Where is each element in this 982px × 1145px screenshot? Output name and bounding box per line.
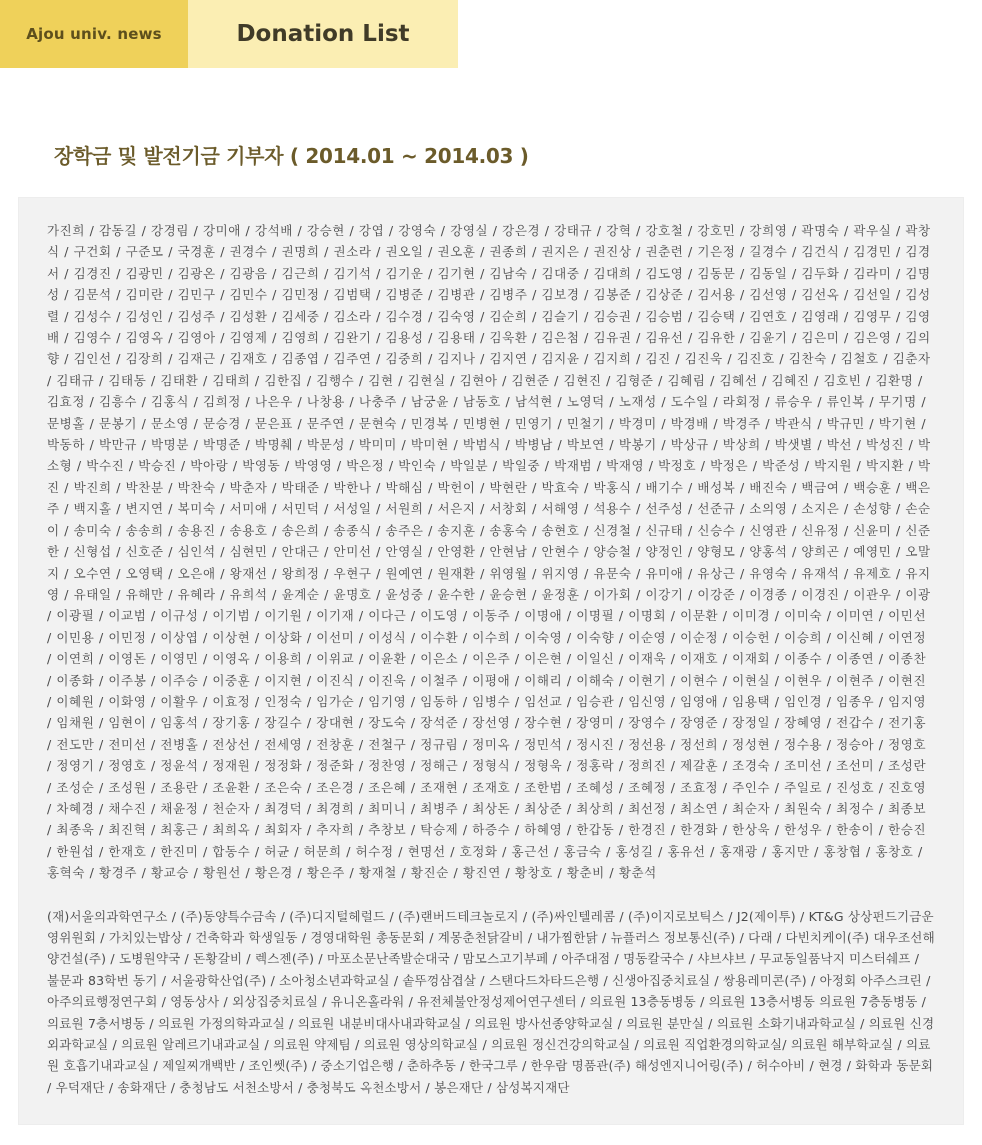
- site-brand[interactable]: Ajou univ. news: [0, 0, 188, 68]
- organization-donor-list: (재)서울의과학연구소 / (주)동양특수금속 / (주)디지털헤럴드 / (주)랜버드테크놀로지 / (주)싸인텔레콤 / (주)이지로보틱스 / J2(제이투) / KT&G 상상펀드기금운영위원회 / 가치있는밥상 / 건축학과 학생일동 / 경영대학원 총동문회 / 계몽춘천닭갈비 / 내가찜한닭 / 뉴플러스 정보통신(주) / 다래 / 다빈치케이(주) 대우조선해양건설(주) / 도병원약국 / 돈황갈비 / 렉스젠(주) / 마포소문난족발순대국 / 맘모스고기부페 / 아주대점 / 명동칼국수 / 샤브샤브 / 무교동일품낙지 미스터쉐프 / 불문과 83학번 동기 / 서울광학산업(주) / 소아청소년과학교실 / 솥뚜껑삼겹살 / 스탠다드차타드은행 / 신생아집중치료실 / 쌍용레미콘(주) / 아정회 아주스크린 / 아주의료행정연구회 / 영동상사 / 외상집중치료실 / 유니온홀라워 / 유전체불안정성제어연구센터 / 의료원 13층동병동 / 의료원 13층서병동 의료원 7층동병동 / 의료원 7층서병동 / 의료원 가정의학과교실 / 의료원 내분비대사내과학교실 / 의료원 방사선종양학교실 / 의료원 분만실 / 의료원 소화기내과학교실 / 의료원 신경외과학교실 / 의료원 알레르기내과교실 / 의료원 약제팀 / 의료원 영상의학교실 / 의료원 정신건강의학교실 / 의료원 직업환경의학교실/ 의료원 해부학교실 / 의료원 호흡기내과교실 / 제일찌개백반 / 조인쎗(주) / 중소기업은행 / 춘하추동 / 한국그루 / 한우람 명품관(주) 해성엔지니어링(주) / 허수아비 / 현경 / 화학과 동문회 / 우덕재단 / 송화재단 / 충청남도 서천소방서 / 충청북도 옥천소방서 / 봉은재단 / 삼성복지재단: [47, 908, 938, 1095]
- page-title-tab[interactable]: Donation List: [188, 0, 458, 68]
- section-title: 장학금 및 발전기금 기부자 ( 2014.01 ~ 2014.03 ): [54, 144, 529, 168]
- page-header: [0, 0, 982, 68]
- individual-donor-list: 가진희 / 감동길 / 강경림 / 강미애 / 강석배 / 강승현 / 강엽 / 강영숙 / 강영실 / 강은경 / 강태규 / 강혁 / 강호철 / 강호민 / 강희영 / 곽명숙 / 곽우실 / 곽창식 / 구건회 / 구준모 / 국경훈 / 권경수 / 권명희 / 권소라 / 권오일 / 권오훈 / 권종희 / 권지은 / 권진상 / 권춘련 / 기은정 / 길경수 / 김건식 / 김경민 / 김경서 / 김경진 / 김광민 / 김광온 / 김광음 / 김근희 / 김기석 / 김기운 / 김기현 / 김남숙 / 김대중 / 김대희 / 김도영 / 김동문 / 김동일 / 김두화 / 김라미 / 김명성 / 김문석 / 김미란 / 김민구 / 김민수 / 김민정 / 김범택 / 김병준 / 김병관 / 김병주 / 김보경 / 김봉준 / 김상준 / 김서용 / 김선영 / 김선옥 / 김선일 / 김성렬 / 김성수 / 김성인 / 김성주 / 김성환 / 김세중 / 김소라 / 김수경 / 김숙영 / 김순희 / 김슬기 / 김승권 / 김승범 / 김승택 / 김연호 / 김영래 / 김영무 / 김영배 / 김영수 / 김영옥 / 김영아 / 김영제 / 김영희 / 김완기 / 김용성 / 김용태 / 김욱환 / 김은첨 / 김유권 / 김유선 / 김유한 / 김윤기 / 김은미 / 김은영 / 김의향 / 김인선 / 김장희 / 김재근 / 김재호 / 김종엽 / 김주연 / 김중희 / 김지나 / 김지연 / 김지윤 / 김지희 / 김진 / 김진욱 / 김진호 / 김찬숙 / 김철호 / 김춘자 / 김태규 / 김태동 / 김태환 / 김태희 / 김한집 / 김행수 / 김현 / 김현실 / 김현아 / 김현준 / 김현진 / 김형준 / 김혜림 / 김혜선 / 김혜진 / 김호빈 / 김환명 / 김효정 / 김흥수 / 김홍식 / 김희정 / 나은우 / 나창용 / 나충주 / 남궁윤 / 남동호 / 남석현 / 노영덕 / 노재성 / 도수일 / 라회정 / 류승우 / 류인복 / 무기명 / 문병홀 / 문봉기 / 문소영 / 문승경 / 문은표 / 문주연 / 문현숙 / 민경복 / 민병현 / 민영기 / 민철기 / 박경미 / 박경배 / 박경주 / 박관식 / 박규민 / 박기현 / 박동하 / 박만규 / 박명분 / 박명준 / 박명췌 / 박문성 / 박미미 / 박미현 / 박범식 / 박병남 / 박보연 / 박봉기 / 박상규 / 박상희 / 박샛별 / 박선 / 박성진 / 박소형 / 박수진 / 박승진 / 박아랑 / 박영동 / 박영영 / 박은정 / 박인숙 / 박일분 / 박일중 / 박재범 / 박재영 / 박정호 / 박정은 / 박준성 / 박지원 / 박지환 / 박진 / 박진희 / 박찬분 / 박찬숙 / 박춘자 / 박태준 / 박한나 / 박해심 / 박헌이 / 박현란 / 박효숙 / 박홍식 / 배기수 / 배성복 / 배진숙 / 백금여 / 백승훈 / 백은주 / 백지홀 / 변지연 / 복미숙 / 서미애 / 서민덕 / 서성일 / 서원희 / 서은지 / 서창회 / 서해영 / 석용수 / 선주성 / 선준규 / 소의영 / 소지은 / 손성향 / 손순이 / 송미숙 / 송송희 / 송용진 / 송용호 / 송은희 / 송종식 / 송주은 / 송지훈 / 송홍숙 / 송현호 / 신경철 / 신규태 / 신승수 / 신영관 / 신유정 / 신윤미 / 신준한 / 신형섭 / 신호준 / 심인석 / 심현민 / 안대근 / 안미선 / 안영실 / 안영환 / 안현남 / 안현수 / 양승철 / 양정인 / 양형모 / 양홍석 / 양희곤 / 예영민 / 오말지 / 오수연 / 오영택 / 오은애 / 왕재선 / 왕희정 / 우현구 / 원예연 / 원재환 / 위영월 / 위지영 / 유문숙 / 유미애 / 유상근 / 유영숙 / 유재석 / 유제호 / 유지영 / 유태일 / 유해만 / 유혜라 / 유희석 / 윤계순 / 윤명호 / 윤성중 / 윤수한 / 윤승현 / 윤정훈 / 이가회 / 이강기 / 이강준 / 이경종 / 이경진 / 이관우 / 이광 / 이광필 / 이교범 / 이규성 / 이기범 / 이기원 / 이기재 / 이다근 / 이도영 / 이동주 / 이명애 / 이명필 / 이명회 / 이문환 / 이미경 / 이미숙 / 이미연 / 이민선 / 이민용 / 이민정 / 이상엽 / 이상현 / 이상화 / 이선미 / 이성식 / 이수환 / 이수희 / 이숙영 / 이숙향 / 이순영 / 이순정 / 이승헌 / 이승희 / 이신혜 / 이연정 / 이연희 / 이영돈 / 이영민 / 이영옥 / 이용희 / 이위교 / 이윤환 / 이은소 / 이은주 / 이은현 / 이일신 / 이재욱 / 이재호 / 이재회 / 이종수 / 이종연 / 이종찬 / 이종화 / 이주봉 / 이주승 / 이중훈 / 이지현 / 이진식 / 이진욱 / 이철주 / 이평애 / 이해리 / 이해숙 / 이현기 / 이현수 / 이현실 / 이현우 / 이현주 / 이현진 / 이혜원 / 이화영 / 이활우 / 이효정 / 인정숙 / 임가순 / 임기영 / 임동하 / 임병수 / 임선교 / 임승관 / 임신영 / 임영애 / 임용택 / 임인경 / 임종우 / 임지영 / 임채원 / 임현이 / 임홍석 / 장기홍 / 장길수 / 장대현 / 장도숙 / 장석준 / 장선영 / 장수현 / 장영미 / 장영수 / 장영준 / 장정일 / 장혜영 / 전갑수 / 전기홍 / 전도만 / 전미선 / 전병홀 / 전상선 / 전세영 / 전창훈 / 전철구 / 정규림 / 정미옥 / 정민석 / 정시진 / 정선용 / 정선희 / 정성현 / 정수용 / 정승아 / 정영호 / 정영기 / 정영호 / 정윤석 / 정재원 / 정정화 / 정준화 / 정찬영 / 정해근 / 정형식 / 정형욱 / 정홍락 / 정희진 / 제갈훈 / 조경숙 / 조미선 / 조선미 / 조성란 / 조성순 / 조성원 / 조용란 / 조윤환 / 조은숙 / 조은경 / 조은혜 / 조재현 / 조재호 / 조한범 / 조혜성 / 조혜정 / 조효정 / 주인수 / 주일로 / 진성호 / 진호영 / 차혜경 / 채수진 / 채윤정 / 천순자 / 최경덕 / 최경희 / 최미니 / 최병주 / 최상돈 / 최상준 / 최상희 / 최선정 / 최소연 / 최순자 / 최원숙 / 최정수 / 최종보 / 최종욱 / 최진혁 / 최홍근 / 최희옥 / 최회자 / 추자희 / 추창보 / 탁승제 / 하증수 / 하혜영 / 한갑동 / 한경진 / 한경화 / 한상욱 / 한성우 / 한송이 / 한승진 / 한원섭 / 한재호 / 한진미 / 합동수 / 허균 / 허문희 / 허수정 / 현명선 / 호정화 / 홍근선 / 홍금숙 / 홍성길 / 홍유선 / 홍재광 / 홍지만 / 홍창협 / 홍창호 / 홍혁숙 / 황경주 / 황교승 / 황원선 / 황은경 / 황은주 / 황재철 / 황진순 / 황진연 / 황창호 / 황춘비 / 황춘석: [47, 223, 936, 881]
- donor-list-panel: [18, 197, 964, 1125]
- header-filler: [458, 0, 982, 68]
